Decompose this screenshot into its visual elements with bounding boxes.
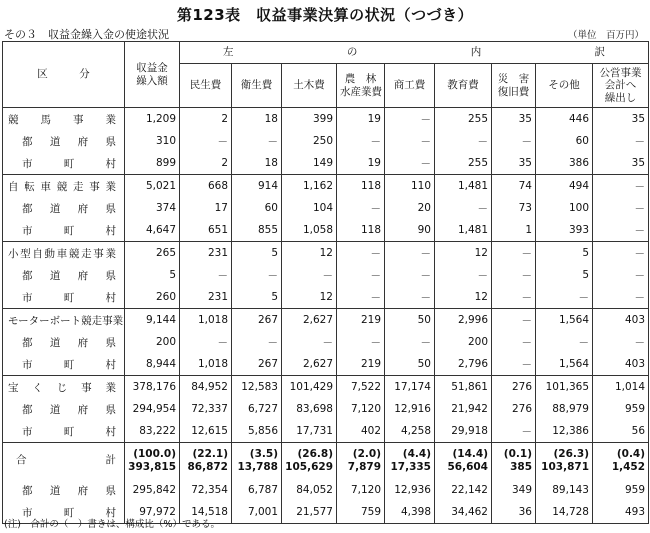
cell-value: 4,258 (385, 420, 435, 443)
cell-value: 83,698 (282, 398, 337, 420)
cell-value: 12,615 (180, 420, 232, 443)
cell-value: 759 (337, 501, 385, 524)
table-row (3, 264, 649, 286)
cell-value: － (492, 420, 536, 443)
cell-value: － (492, 331, 536, 353)
cell-value: 51,861 (435, 376, 492, 399)
cell-value: 5 (125, 264, 180, 286)
total-cell (180, 443, 232, 480)
cell-value: 72,354 (180, 479, 232, 501)
cell-value: 7,120 (337, 479, 385, 501)
cell-value: 14,728 (536, 501, 593, 524)
cell-value: 914 (232, 175, 282, 198)
cell-value: 267 (232, 309, 282, 332)
cell-value: 60 (232, 197, 282, 219)
cell-value: － (593, 286, 649, 309)
cell-value: 17 (180, 197, 232, 219)
cell-value: － (385, 264, 435, 286)
row-label: モーターボート競走事業 (3, 309, 125, 332)
total-cell (337, 443, 385, 480)
cell-value: － (492, 286, 536, 309)
cell-value: － (435, 264, 492, 286)
cell-value: － (385, 152, 435, 175)
cell-value: － (593, 197, 649, 219)
cell-value: 446 (536, 108, 593, 131)
cell-value: 1,018 (180, 309, 232, 332)
cell-value: － (593, 219, 649, 242)
table-note: (注) 合計の（ ）書きは、構成比（%）である。 (4, 519, 220, 530)
cell-value: 12 (282, 286, 337, 309)
cell-value: － (337, 286, 385, 309)
cell-value: － (593, 242, 649, 265)
cell-value: － (385, 242, 435, 265)
row-label: 都 道 府 県 (3, 264, 125, 286)
header-col: 公営事業 会計へ 繰出し (593, 64, 649, 108)
cell-value: 260 (125, 286, 180, 309)
total-pct: (4.4) (402, 447, 431, 460)
cell-value: 5 (536, 242, 593, 265)
unit-label: （単位 百万円） (567, 30, 644, 41)
cell-value: 294,954 (125, 398, 180, 420)
cell-value: 250 (282, 130, 337, 152)
cell-value: 21,942 (435, 398, 492, 420)
total-pct: (14.4) (452, 447, 488, 460)
cell-value: 393 (536, 219, 593, 242)
total-cell (385, 443, 435, 480)
cell-value: 276 (492, 376, 536, 399)
cell-value: 668 (180, 175, 232, 198)
page-title: 第123表 収益事業決算の状況（つづき） (176, 6, 474, 24)
cell-value: 219 (337, 309, 385, 332)
total-cell (232, 443, 282, 480)
cell-value: 12,936 (385, 479, 435, 501)
cell-value: 1,018 (180, 353, 232, 376)
cell-value: 403 (593, 353, 649, 376)
cell-value: 7,120 (337, 398, 385, 420)
cell-value: 12 (435, 242, 492, 265)
cell-value: － (337, 331, 385, 353)
table-row (3, 309, 649, 332)
cell-value: 14,518 (180, 501, 232, 524)
cell-value: 2 (180, 152, 232, 175)
cell-value: 1,564 (536, 353, 593, 376)
total-value: 1,452 (611, 461, 646, 473)
cell-value: 22,142 (435, 479, 492, 501)
table-row (3, 108, 649, 131)
table-row (3, 219, 649, 242)
cell-value: － (337, 264, 385, 286)
cell-value: 19 (337, 152, 385, 175)
cell-value: － (282, 331, 337, 353)
cell-value: 89,143 (536, 479, 593, 501)
total-pct: (0.4) (616, 447, 646, 460)
cell-value: － (232, 264, 282, 286)
cell-value: 97,972 (125, 501, 180, 524)
total-cell (593, 443, 649, 480)
cell-value: 74 (492, 175, 536, 198)
header-col: 衛生費 (232, 64, 282, 108)
cell-value: － (232, 331, 282, 353)
cell-value: 12,916 (385, 398, 435, 420)
cell-value: 6,727 (232, 398, 282, 420)
table-row (3, 130, 649, 152)
cell-value: 34,462 (435, 501, 492, 524)
total-pct: (22.1) (192, 447, 228, 460)
cell-value: － (536, 331, 593, 353)
cell-value: 35 (593, 108, 649, 131)
cell-value: － (180, 331, 232, 353)
row-label: 市 町 村 (3, 286, 125, 309)
cell-value: 88,979 (536, 398, 593, 420)
cell-value: － (593, 264, 649, 286)
cell-value: 349 (492, 479, 536, 501)
cell-value: － (180, 130, 232, 152)
cell-value: 83,222 (125, 420, 180, 443)
cell-value: 35 (492, 152, 536, 175)
cell-value: 104 (282, 197, 337, 219)
cell-value: 200 (435, 331, 492, 353)
table-row (3, 420, 649, 443)
table-subtitle: その３ 収益金繰入金の使途状況 (4, 28, 169, 41)
cell-value: － (492, 242, 536, 265)
cell-value: 35 (492, 108, 536, 131)
cell-value: 386 (536, 152, 593, 175)
cell-value: 310 (125, 130, 180, 152)
total-pct: (26.3) (553, 447, 589, 460)
usage-table (2, 41, 649, 524)
cell-value: － (593, 130, 649, 152)
total-value: 385 (510, 461, 532, 473)
cell-value: 494 (536, 175, 593, 198)
cell-value: － (435, 130, 492, 152)
total-value: 13,788 (237, 461, 278, 473)
cell-value: － (492, 264, 536, 286)
cell-value: 9,144 (125, 309, 180, 332)
cell-value: 651 (180, 219, 232, 242)
cell-value: 19 (337, 108, 385, 131)
cell-value: 12 (435, 286, 492, 309)
total-cell (435, 443, 492, 480)
row-label: 競 馬 事 業 (3, 108, 125, 131)
cell-value: 56 (593, 420, 649, 443)
row-label: 都 道 府 県 (3, 398, 125, 420)
table-row (3, 286, 649, 309)
cell-value: 118 (337, 175, 385, 198)
cell-value: 255 (435, 152, 492, 175)
total-value: 7,879 (347, 461, 381, 473)
cell-value: 18 (232, 152, 282, 175)
cell-value: － (232, 130, 282, 152)
total-label: 合 計 (3, 443, 125, 480)
cell-value: 73 (492, 197, 536, 219)
total-value: 56,604 (447, 461, 488, 473)
cell-value: － (593, 331, 649, 353)
row-label: 市 町 村 (3, 353, 125, 376)
cell-value: 959 (593, 479, 649, 501)
cell-value: 50 (385, 309, 435, 332)
header-col: 民生費 (180, 64, 232, 108)
cell-value: 1,564 (536, 309, 593, 332)
cell-value: 2,996 (435, 309, 492, 332)
cell-value: 276 (492, 398, 536, 420)
total-cell (536, 443, 593, 480)
total-pct: (2.0) (352, 447, 381, 460)
cell-value: 60 (536, 130, 593, 152)
total-pct: (3.5) (249, 447, 278, 460)
cell-value: 72,337 (180, 398, 232, 420)
cell-value: － (492, 130, 536, 152)
cell-value: 2,627 (282, 309, 337, 332)
cell-value: 6,787 (232, 479, 282, 501)
cell-value: － (536, 286, 593, 309)
total-cell (282, 443, 337, 480)
cell-value: 399 (282, 108, 337, 131)
cell-value: － (337, 130, 385, 152)
total-value: 393,815 (128, 461, 176, 473)
header-col: 災 害 復旧費 (492, 64, 536, 108)
cell-value: 35 (593, 152, 649, 175)
cell-value: 18 (232, 108, 282, 131)
cell-value: 17,174 (385, 376, 435, 399)
row-label: 市 町 村 (3, 152, 125, 175)
cell-value: － (385, 286, 435, 309)
table-row (3, 331, 649, 353)
cell-value: 265 (125, 242, 180, 265)
cell-value: 110 (385, 175, 435, 198)
cell-value: 1,162 (282, 175, 337, 198)
header-col: 商工費 (385, 64, 435, 108)
cell-value: 4,398 (385, 501, 435, 524)
cell-value: 1,058 (282, 219, 337, 242)
cell-value: 20 (385, 197, 435, 219)
row-label: 都 道 府 県 (3, 479, 125, 501)
cell-value: 378,176 (125, 376, 180, 399)
cell-value: 2,627 (282, 353, 337, 376)
cell-value: 493 (593, 501, 649, 524)
total-cell (125, 443, 180, 480)
cell-value: 219 (337, 353, 385, 376)
total-value: 103,871 (541, 461, 589, 473)
cell-value: 101,429 (282, 376, 337, 399)
table-row (3, 353, 649, 376)
cell-value: 374 (125, 197, 180, 219)
cell-value: － (492, 309, 536, 332)
cell-value: 90 (385, 219, 435, 242)
row-label: 都 道 府 県 (3, 331, 125, 353)
header-transfer: 収益金 繰入額 (125, 42, 180, 108)
row-label: 市 町 村 (3, 420, 125, 443)
cell-value: 1,481 (435, 175, 492, 198)
cell-value: － (337, 197, 385, 219)
cell-value: － (593, 175, 649, 198)
table-row (3, 175, 649, 198)
cell-value: － (385, 130, 435, 152)
cell-value: 101,365 (536, 376, 593, 399)
cell-value: 5 (232, 286, 282, 309)
cell-value: 267 (232, 353, 282, 376)
table-row (3, 242, 649, 265)
cell-value: 118 (337, 219, 385, 242)
cell-value: 295,842 (125, 479, 180, 501)
cell-value: 855 (232, 219, 282, 242)
cell-value: 50 (385, 353, 435, 376)
cell-value: 1,209 (125, 108, 180, 131)
header-col: 教育費 (435, 64, 492, 108)
cell-value: 899 (125, 152, 180, 175)
cell-value: 1,481 (435, 219, 492, 242)
cell-value: 2,796 (435, 353, 492, 376)
row-label: 市 町 村 (3, 219, 125, 242)
cell-value: 29,918 (435, 420, 492, 443)
cell-value: － (337, 242, 385, 265)
cell-value: 36 (492, 501, 536, 524)
total-cell (492, 443, 536, 480)
row-label: 自転車競走事業 (3, 175, 125, 198)
row-label: 宝 く じ 事 業 (3, 376, 125, 399)
row-label: 都 道 府 県 (3, 197, 125, 219)
cell-value: 5,021 (125, 175, 180, 198)
cell-value: 5 (232, 242, 282, 265)
cell-value: 7,522 (337, 376, 385, 399)
cell-value: 21,577 (282, 501, 337, 524)
total-value: 105,629 (285, 461, 333, 473)
cell-value: 5,856 (232, 420, 282, 443)
cell-value: 959 (593, 398, 649, 420)
cell-value: 255 (435, 108, 492, 131)
cell-value: － (180, 264, 232, 286)
cell-value: － (492, 353, 536, 376)
header-category: 区 分 (3, 42, 125, 108)
cell-value: 17,731 (282, 420, 337, 443)
total-value: 17,335 (390, 461, 431, 473)
cell-value: － (435, 197, 492, 219)
total-value: 86,872 (187, 461, 228, 473)
table-row (3, 152, 649, 175)
cell-value: － (385, 331, 435, 353)
cell-value: 12,386 (536, 420, 593, 443)
cell-value: 12,583 (232, 376, 282, 399)
cell-value: 403 (593, 309, 649, 332)
header-col: その他 (536, 64, 593, 108)
cell-value: 100 (536, 197, 593, 219)
cell-value: 84,952 (180, 376, 232, 399)
table-row (3, 197, 649, 219)
cell-value: － (385, 108, 435, 131)
cell-value: 7,001 (232, 501, 282, 524)
row-label: 市 町 村 (3, 501, 125, 524)
table-row (3, 479, 649, 501)
header-breakdown: 左 の 内 訳 (180, 42, 649, 64)
cell-value: 231 (180, 286, 232, 309)
cell-value: 1,014 (593, 376, 649, 399)
total-pct: (100.0) (133, 447, 176, 460)
header-col: 農 林 水産業費 (337, 64, 385, 108)
row-label: 都 道 府 県 (3, 130, 125, 152)
total-pct: (0.1) (503, 447, 532, 460)
cell-value: 4,647 (125, 219, 180, 242)
cell-value: 200 (125, 331, 180, 353)
cell-value: 231 (180, 242, 232, 265)
table-row (3, 376, 649, 399)
cell-value: 8,944 (125, 353, 180, 376)
row-label: 小型自動車競走事業 (3, 242, 125, 265)
cell-value: 12 (282, 242, 337, 265)
cell-value: 84,052 (282, 479, 337, 501)
header-col: 土木費 (282, 64, 337, 108)
total-pct: (26.8) (297, 447, 333, 460)
cell-value: 149 (282, 152, 337, 175)
cell-value: 1 (492, 219, 536, 242)
cell-value: 402 (337, 420, 385, 443)
table-row (3, 398, 649, 420)
cell-value: 5 (536, 264, 593, 286)
total-row (3, 443, 649, 480)
cell-value: － (282, 264, 337, 286)
cell-value: 2 (180, 108, 232, 131)
